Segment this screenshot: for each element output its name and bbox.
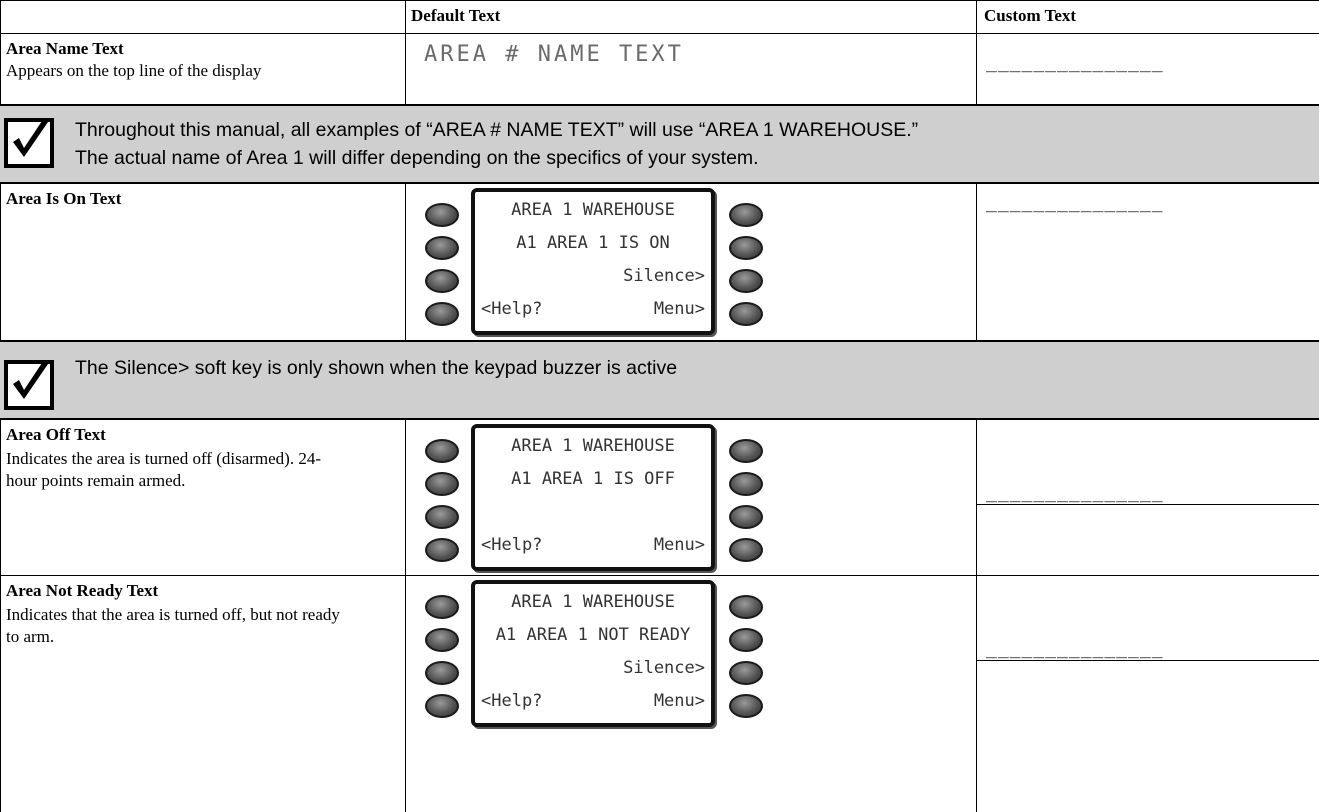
lcd-silence-softkey: Silence>: [623, 658, 705, 678]
soft-key-button[interactable]: [425, 661, 459, 685]
table-row: [0, 420, 1319, 576]
custom-text-blank[interactable]: _______________: [986, 192, 1164, 213]
soft-key-button[interactable]: [729, 595, 763, 619]
soft-key-button[interactable]: [729, 236, 763, 260]
table-row: [0, 34, 1319, 104]
lcd-screen: [471, 188, 715, 335]
soft-key-button[interactable]: [425, 236, 459, 260]
custom-text-blank[interactable]: _______________: [986, 638, 1164, 659]
lcd-screen: [471, 580, 715, 727]
soft-key-button[interactable]: [425, 203, 459, 227]
row-description: Appears on the top line of the display: [6, 61, 262, 80]
checkmark-box-icon: [4, 360, 54, 410]
custom-text-blank[interactable]: _______________: [986, 52, 1164, 73]
soft-key-button[interactable]: [729, 694, 763, 718]
lcd-line-1: AREA 1 WAREHOUSE: [511, 200, 675, 220]
lcd-silence-softkey: Silence>: [623, 266, 705, 286]
lcd-menu-softkey: Menu>: [653, 535, 705, 555]
soft-key-button[interactable]: [729, 661, 763, 685]
lcd-menu-softkey: Menu>: [653, 691, 705, 711]
soft-key-button[interactable]: [425, 538, 459, 562]
soft-key-button[interactable]: [729, 472, 763, 496]
table-row: [0, 184, 1319, 340]
note-line-1: Throughout this manual, all examples of “AREA # NAME TEXT” will use “AREA 1 WAREHOUSE.”: [75, 119, 919, 141]
soft-key-button[interactable]: [729, 628, 763, 652]
row-title: Area Name Text: [6, 39, 124, 58]
lcd-help-softkey: <Help?: [481, 691, 543, 711]
soft-key-button[interactable]: [729, 439, 763, 463]
keypad-display: [423, 580, 803, 730]
soft-key-button[interactable]: [425, 269, 459, 293]
soft-key-button[interactable]: [729, 269, 763, 293]
soft-key-button[interactable]: [425, 439, 459, 463]
custom-text-blank[interactable]: _______________: [986, 482, 1164, 503]
lcd-help-softkey: <Help?: [481, 535, 543, 555]
soft-key-button[interactable]: [729, 203, 763, 227]
keypad-display: [423, 188, 803, 338]
soft-key-button[interactable]: [425, 302, 459, 326]
row-title: Area Not Ready Text: [6, 581, 159, 600]
row-description: Indicates the area is turned off (disarmed). 24-hour points remain armed.: [6, 449, 322, 490]
header-default-text: Default Text: [411, 6, 501, 25]
soft-key-button[interactable]: [425, 628, 459, 652]
lcd-help-softkey: <Help?: [481, 299, 543, 319]
lcd-line-2: A1 AREA 1 IS OFF: [511, 469, 675, 489]
table-header-row: [0, 0, 1319, 34]
row-title: Area Off Text: [6, 425, 106, 444]
lcd-line-2: A1 AREA 1 IS ON: [516, 233, 670, 253]
lcd-screen: [471, 424, 715, 571]
row-description: Indicates that the area is turned off, but not ready to arm.: [6, 605, 340, 646]
lcd-menu-softkey: Menu>: [653, 299, 705, 319]
lcd-line-1: AREA 1 WAREHOUSE: [511, 592, 675, 612]
note-box: [0, 340, 1319, 420]
note-line-2: The actual name of Area 1 will differ depending on the specifics of your system.: [75, 147, 759, 169]
soft-key-button[interactable]: [425, 472, 459, 496]
note-box: [0, 104, 1319, 184]
soft-key-button[interactable]: [425, 505, 459, 529]
keypad-display: [423, 424, 803, 574]
soft-key-button[interactable]: [425, 694, 459, 718]
lcd-line-2: A1 AREA 1 NOT READY: [495, 625, 691, 645]
lcd-line-1: AREA 1 WAREHOUSE: [511, 436, 675, 456]
checkmark-box-icon: [4, 118, 54, 168]
soft-key-button[interactable]: [729, 302, 763, 326]
default-display-text: AREA # NAME TEXT: [424, 42, 684, 67]
soft-key-button[interactable]: [425, 595, 459, 619]
soft-key-button[interactable]: [729, 538, 763, 562]
note-line-1: The Silence> soft key is only shown when the keypad buzzer is active: [75, 357, 678, 379]
table-row: [0, 576, 1319, 812]
soft-key-button[interactable]: [729, 505, 763, 529]
row-title: Area Is On Text: [6, 189, 122, 208]
header-custom-text: Custom Text: [984, 6, 1077, 25]
